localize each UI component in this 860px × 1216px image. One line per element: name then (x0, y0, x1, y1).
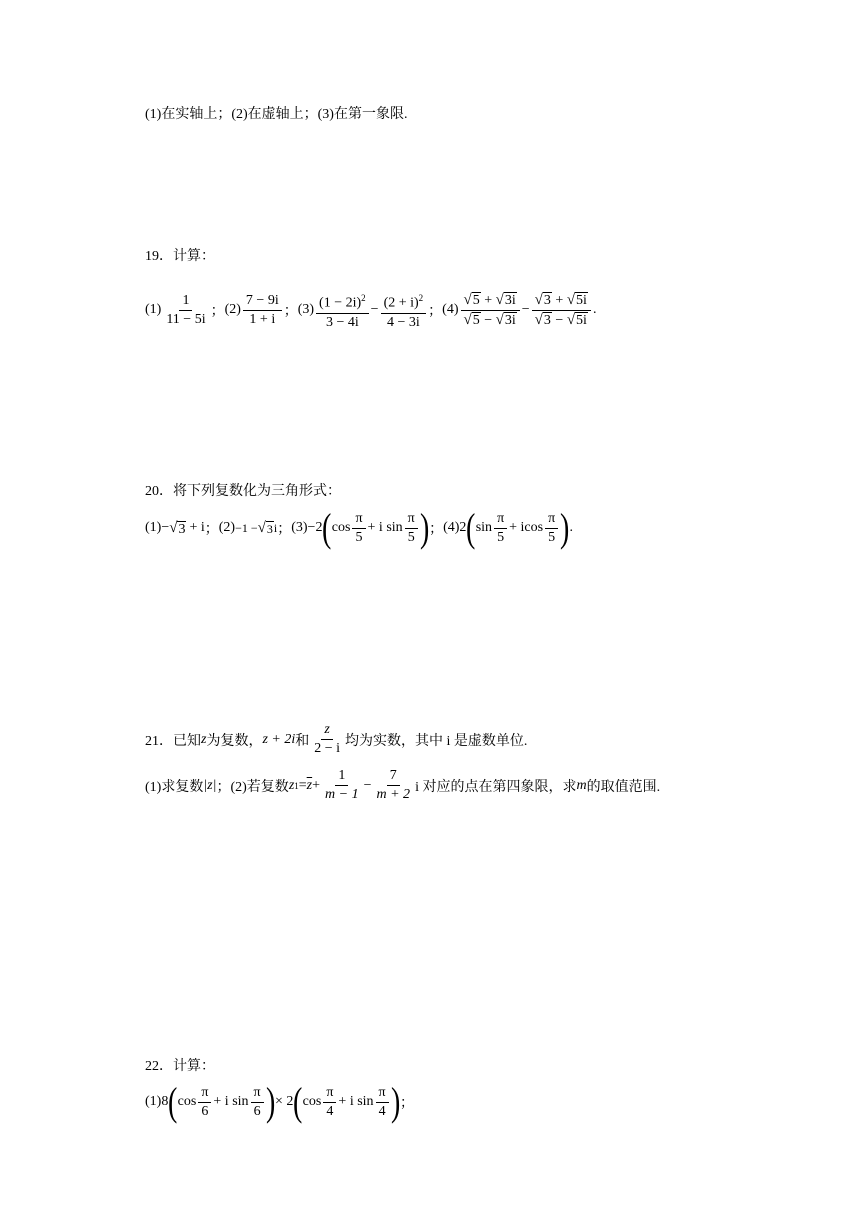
q20-expressions: (1) − √ 3 + i ； (2) −1 − √ 3 i ； (3) −2 ( cos $\frac{\pi}{5}$ + i sin $\frac{\pi}{5}$ ) ； (4) 2 ( sin $\frac{\pi}{5}$ + icos $\frac{\pi}{5}$ ) . (145, 505, 573, 550)
q19-title: 19．计算： (145, 249, 215, 264)
fraction: $\frac{7 - 9i}{1 + i}$ (243, 293, 282, 328)
q22-title: 22．计算： (145, 1059, 215, 1074)
q20-title: 20．将下列复数化为三角形式： (145, 484, 341, 499)
q19-expressions: (1) $\frac{1}{11 - 5i}$ ； (2) $\frac{7 - 9i}{1 + i}$ ； (3) $\frac{(1 - 2i)^2}{3 - 4i}$ − $\frac{(2 + i)^2}{4 - 3i}$ ； (4) √ 5 + √ 3i √ 5 − √ 3i − √ 3 + √ 5i √ 3 − √ 5i . (145, 291, 597, 330)
q21-title: 21．已知 z 为复数， z + 2i 和 $\frac{z}{2 - i}$ 均为实数，其中 i 是虚数单位. (145, 722, 528, 756)
fraction: √ 5 + √ 3i √ 5 − √ 3i (461, 292, 520, 329)
q18-parts: (1)在实轴上；(2)在虚轴上；(3)在第一象限. (145, 107, 408, 122)
fraction: $\frac{(2 + i)^2}{4 - 3i}$ (381, 290, 427, 331)
fraction: $\frac{1}{11 - 5i}$ (166, 292, 206, 327)
q21-line2: (1)求复数 |z| ；(2)若复数 z 1 = $\overline{z}$ + $\frac{1}{m - 1}$ − $\frac{7}{m + 2}$ i 对应的点在第四象限，求 m 的取值范围. (145, 768, 661, 802)
fraction: √ 3 + √ 5i √ 3 − √ 5i (532, 292, 591, 329)
q22-expression: (1) 8 ( cos $\frac{\pi}{6}$ + i sin $\frac{\pi}{6}$ ) × 2 ( cos $\frac{\pi}{4}$ + i sin $\frac{\pi}{4}$ ) ； (145, 1079, 414, 1124)
fraction: $\frac{(1 - 2i)^2}{3 - 4i}$ (316, 290, 369, 331)
